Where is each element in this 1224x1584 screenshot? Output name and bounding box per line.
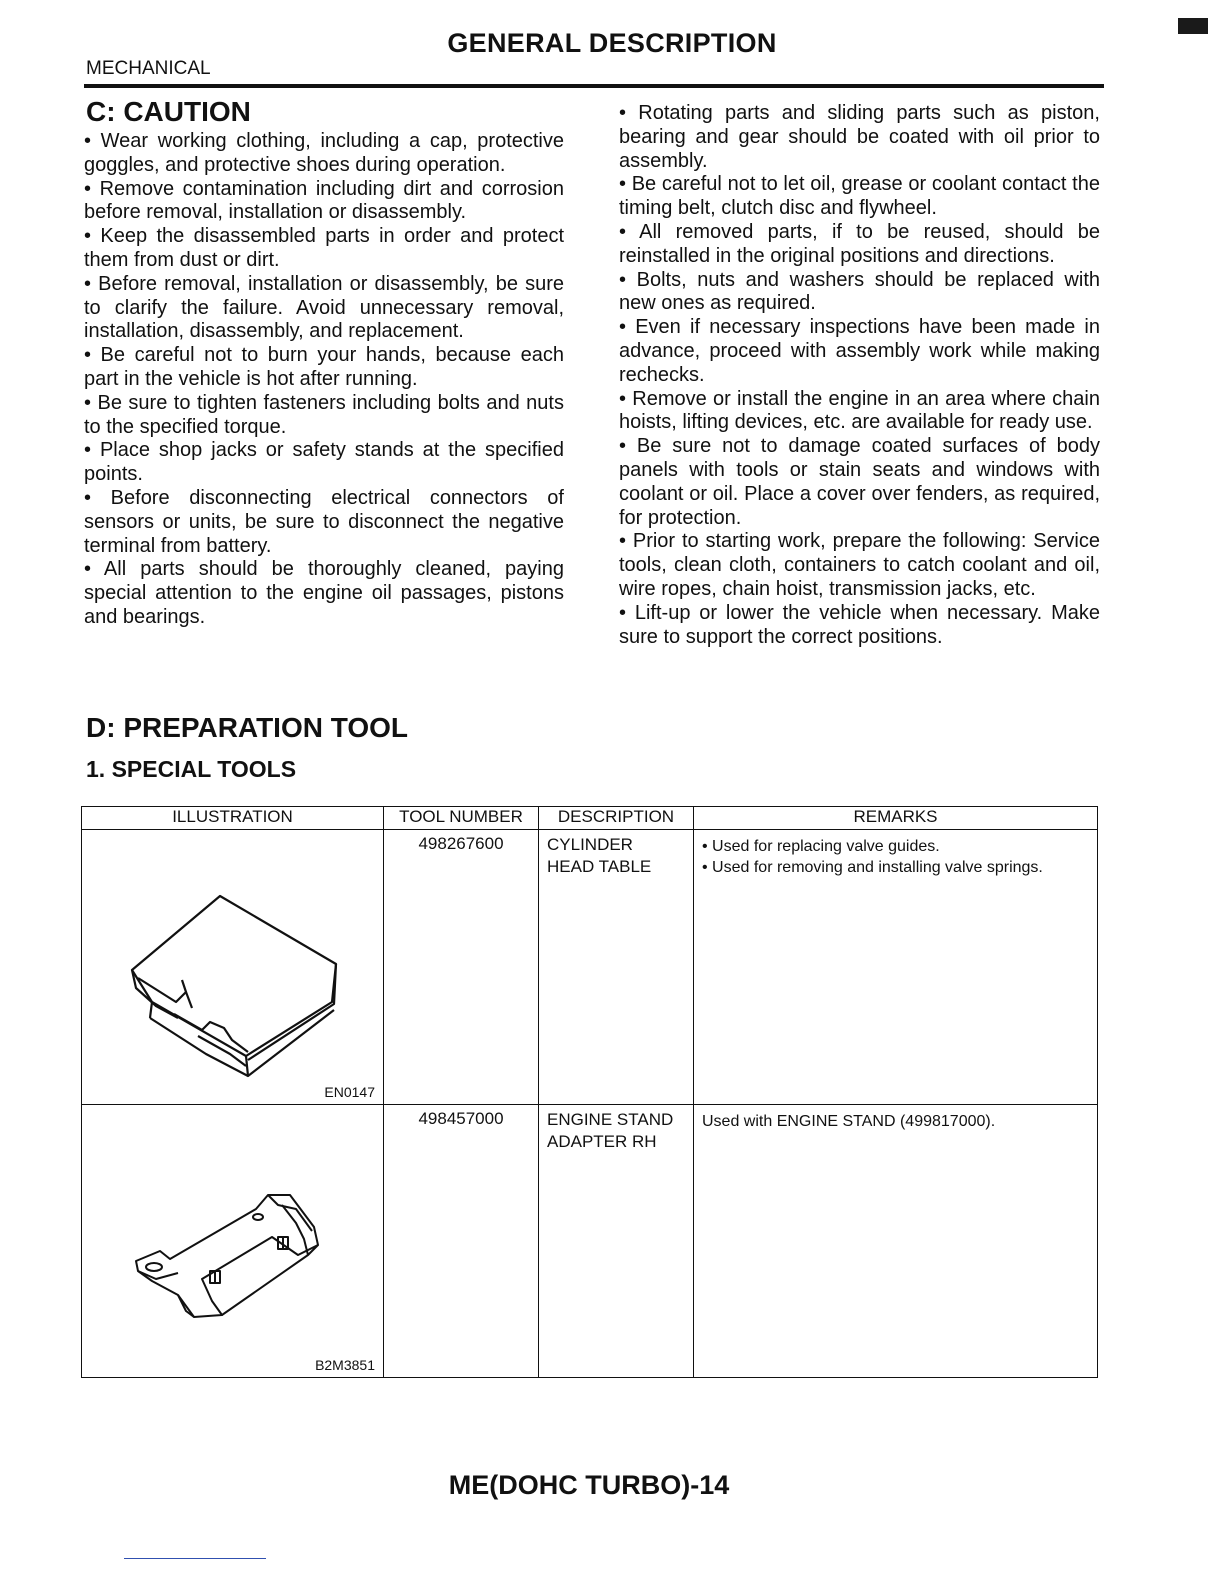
remarks-cell xyxy=(694,1105,1098,1378)
remark-item: • Used for removing and installing valve springs. xyxy=(702,859,1043,876)
section-name: MECHANICAL xyxy=(86,58,211,79)
engine-stand-adapter-illustration xyxy=(82,1105,382,1377)
special-tools-table xyxy=(81,806,1098,1378)
description-cell xyxy=(539,1105,694,1378)
caution-item: • Remove or install the engine in an area where chain hoists, lifting devices, etc. are available for ready use. xyxy=(619,387,1100,434)
caution-item: • Bolts, nuts and washers should be replaced with new ones as required. xyxy=(619,268,1100,315)
illustration-code: EN0147 xyxy=(324,1084,375,1100)
tool-number-cell: 498267600 xyxy=(384,830,539,1105)
caution-item: • Be sure not to damage coated surfaces of body panels with tools or stain seats and windows with coolant or oil. Place a cover over fenders, as required, for protection. xyxy=(619,435,1100,529)
table-row xyxy=(82,1105,1098,1378)
preparation-heading: D: PREPARATION TOOL xyxy=(86,712,408,743)
caution-item: • Wear working clothing, including a cap, protective goggles, and protective shoes during operation. xyxy=(84,130,564,176)
remarks-cell xyxy=(694,830,1098,1105)
column-header-tool-number: TOOL NUMBER xyxy=(384,807,539,830)
illustration-cell xyxy=(82,830,384,1105)
caution-item: • Be sure to tighten fasteners including bolts and nuts to the specified torque. xyxy=(84,391,564,438)
description-cell xyxy=(539,830,694,1105)
caution-right-column xyxy=(619,102,1100,649)
description-line: ENGINE STAND xyxy=(547,1110,674,1129)
caution-item: • Even if necessary inspections have been made in advance, proceed with assembly work while making rechecks. xyxy=(619,316,1100,386)
caution-left-column xyxy=(84,130,564,630)
caution-item: • Place shop jacks or safety stands at the specified points. xyxy=(84,439,564,486)
caution-item: • Rotating parts and sliding parts such as piston, bearing and gear should be coated with oil prior to assembly. xyxy=(619,102,1100,172)
illustration-cell xyxy=(82,1105,384,1378)
caution-item: • Lift-up or lower the vehicle when necessary. Make sure to support the correct positions. xyxy=(619,601,1100,648)
description-line: ADAPTER RH xyxy=(547,1132,657,1151)
caution-item: • Prior to starting work, prepare the following: Service tools, clean cloth, containers to catch coolant and oil, wire ropes, chain hoist, transmission jacks, etc. xyxy=(619,530,1100,600)
column-header-remarks: REMARKS xyxy=(694,807,1098,830)
caution-item: • Remove contamination including dirt and corrosion before removal, installation or disassembly. xyxy=(84,177,564,224)
special-tools-heading: 1. SPECIAL TOOLS xyxy=(86,756,297,782)
caution-item: • All parts should be thoroughly cleaned, paying special attention to the engine oil passages, pistons and bearings. xyxy=(84,558,564,628)
page-title: GENERAL DESCRIPTION xyxy=(447,28,777,58)
illustration-code: B2M3851 xyxy=(315,1357,375,1373)
column-header-illustration: ILLUSTRATION xyxy=(82,807,384,830)
caution-item: • Keep the disassembled parts in order and protect them from dust or dirt. xyxy=(84,225,564,271)
cylinder-head-table-illustration xyxy=(82,830,382,1104)
column-header-description: DESCRIPTION xyxy=(539,807,694,830)
page-number: ME(DOHC TURBO)-14 xyxy=(448,1470,730,1500)
tool-number-cell: 498457000 xyxy=(384,1105,539,1378)
description-line: CYLINDER xyxy=(547,835,633,854)
remark-item: • Used for replacing valve guides. xyxy=(702,838,940,855)
caution-heading: C: CAUTION xyxy=(86,96,251,127)
table-header-row xyxy=(82,807,1098,830)
caution-item: • All removed parts, if to be reused, should be reinstalled in the original positions and directions. xyxy=(619,220,1100,267)
description-line: HEAD TABLE xyxy=(547,857,652,876)
caution-item: • Be careful not to burn your hands, because each part in the vehicle is hot after running. xyxy=(84,344,564,390)
table-row xyxy=(82,830,1098,1105)
remark-item: Used with ENGINE STAND (499817000). xyxy=(702,1113,996,1130)
footer-rule xyxy=(124,1558,266,1559)
caution-item: • Before removal, installation or disassembly, be sure to clarify the failure. Avoid unnecessary removal, installation, disassembly, and replacement. xyxy=(84,272,564,343)
header-rule xyxy=(84,84,1104,88)
caution-item: • Before disconnecting electrical connectors of sensors or units, be sure to disconnect the negative terminal from battery. xyxy=(84,486,564,557)
caution-item: • Be careful not to let oil, grease or coolant contact the timing belt, clutch disc and flywheel. xyxy=(619,173,1100,220)
